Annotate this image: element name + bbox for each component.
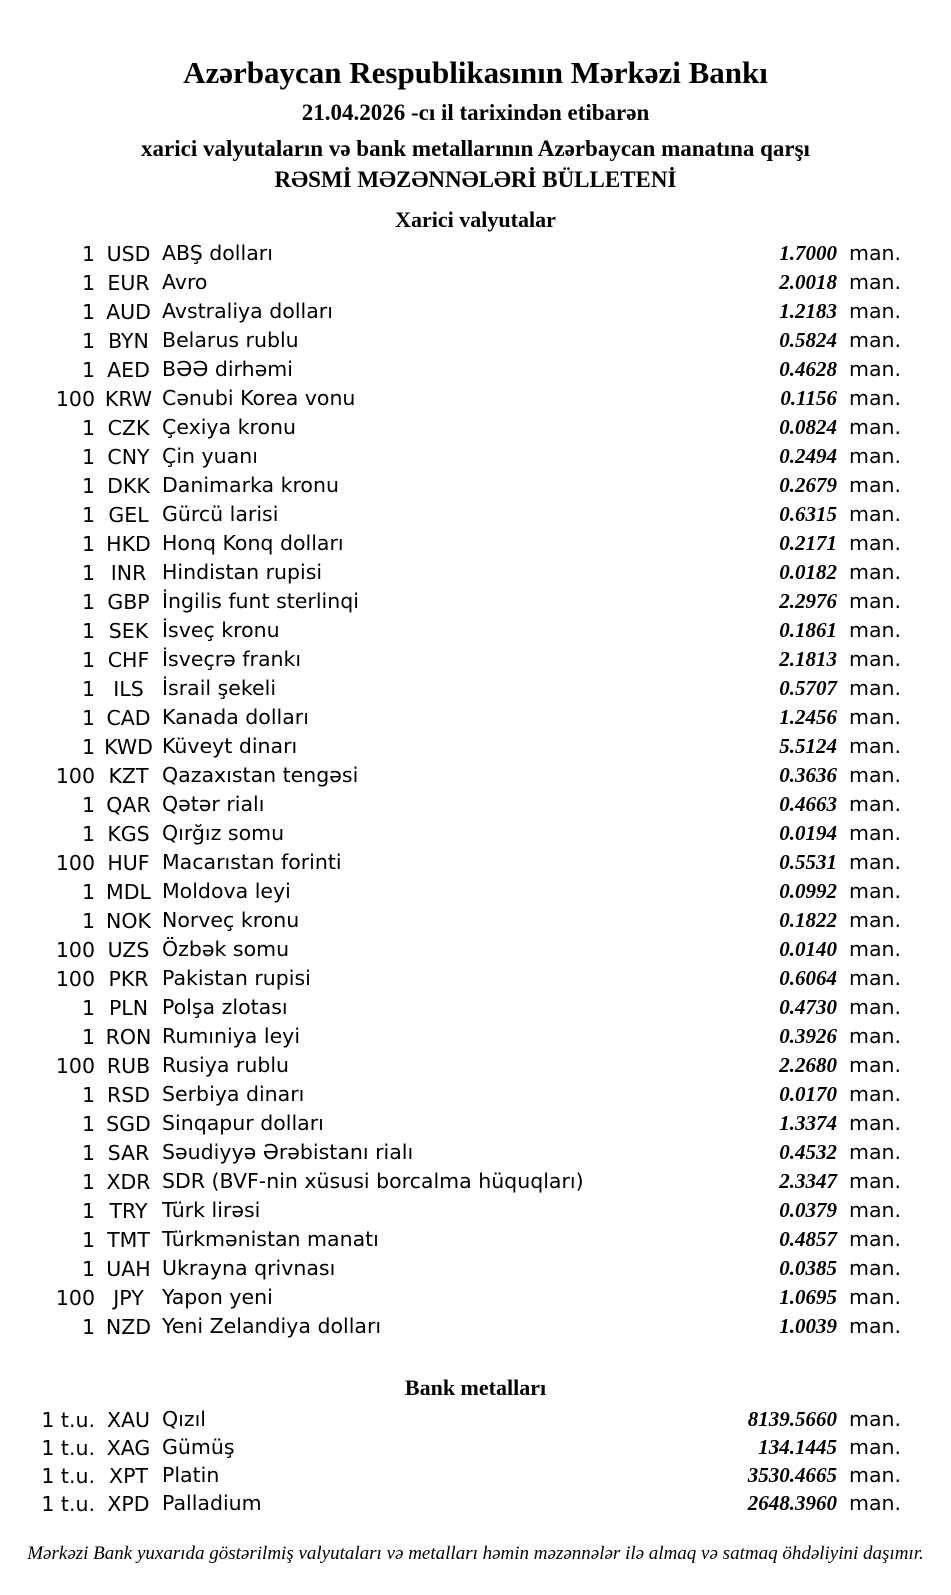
manat-unit-label: man.: [849, 1256, 902, 1280]
metal-code: XPD: [107, 1492, 150, 1516]
currency-code: DKK: [107, 474, 150, 498]
currency-rate: 0.2679: [779, 473, 837, 497]
manat-unit-label: man.: [849, 937, 902, 961]
currency-row: [0, 1022, 951, 1051]
currency-name: İsrail şekeli: [162, 676, 277, 700]
currency-rate: 0.1156: [780, 386, 837, 410]
currency-name: Yeni Zelandiya dolları: [162, 1314, 382, 1338]
currency-code: BYN: [108, 329, 149, 353]
manat-unit-label: man.: [849, 560, 902, 584]
currency-rate: 0.2494: [779, 444, 837, 468]
manat-unit-label: man.: [849, 792, 902, 816]
effective-date: 21.04.2026 -cı il tarixindən etibarən: [301, 100, 650, 125]
currency-name: İsveç kronu: [162, 618, 280, 642]
currency-name: Rumıniya leyi: [162, 1024, 301, 1048]
manat-unit-label: man.: [849, 1140, 902, 1164]
currency-code: CAD: [106, 706, 151, 730]
currency-name: ABŞ dolları: [162, 241, 273, 265]
currency-row: [0, 1283, 951, 1312]
manat-unit-label: man.: [849, 618, 902, 642]
manat-unit-label: man.: [849, 1227, 902, 1251]
currency-name: Honq Konq dolları: [162, 531, 344, 555]
manat-unit-label: man.: [849, 444, 902, 468]
currency-row: [0, 1138, 951, 1167]
currency-rate: 5.5124: [779, 734, 837, 758]
manat-unit-label: man.: [849, 1285, 902, 1309]
currency-code: CHF: [107, 648, 150, 672]
currency-row: [0, 1051, 951, 1080]
currency-quantity: 1: [81, 242, 95, 266]
currency-quantity: 1: [81, 996, 95, 1020]
currency-code: KZT: [108, 764, 149, 788]
currency-code: PLN: [108, 996, 149, 1020]
currency-name: Cənubi Korea vonu: [162, 386, 356, 410]
currency-rate: 2.2680: [779, 1053, 837, 1077]
currency-name: Polşa zlotası: [162, 995, 288, 1019]
currency-row: [0, 413, 951, 442]
currency-quantity: 1: [81, 329, 95, 353]
currency-rate: 1.0695: [779, 1285, 837, 1309]
currency-name: Gürcü larisi: [162, 502, 279, 526]
currency-code: QAR: [106, 793, 151, 817]
currency-rate: 0.5707: [779, 676, 837, 700]
currency-name: Sinqapur dolları: [162, 1111, 324, 1135]
currency-rate: 1.7000: [779, 241, 837, 265]
currency-quantity: 1: [81, 590, 95, 614]
currency-name: Rusiya rublu: [162, 1053, 290, 1077]
currency-quantity: 100: [55, 851, 95, 875]
metal-name: Qızıl: [162, 1407, 206, 1431]
currency-name: Serbiya dinarı: [162, 1082, 305, 1106]
currency-quantity: 1: [81, 677, 95, 701]
manat-unit-label: man.: [849, 473, 902, 497]
currency-quantity: 1: [81, 793, 95, 817]
currency-name: Çin yuanı: [162, 444, 258, 468]
currency-code: USD: [106, 242, 151, 266]
metal-name: Gümüş: [162, 1435, 235, 1459]
currency-quantity: 1: [81, 1170, 95, 1194]
currency-row: [0, 326, 951, 355]
currency-rate: 0.4663: [779, 792, 837, 816]
metals-section-title: Bank metalları: [404, 1375, 547, 1400]
currency-row: [0, 297, 951, 326]
currency-code: UAH: [106, 1257, 151, 1281]
currency-rate: 0.6064: [779, 966, 837, 990]
metal-row: [0, 1489, 951, 1517]
currency-name: Hindistan rupisi: [162, 560, 323, 584]
currency-quantity: 1: [81, 1257, 95, 1281]
currency-quantity: 1: [81, 532, 95, 556]
currency-code: TMT: [107, 1228, 150, 1252]
currency-row: [0, 761, 951, 790]
manat-unit-label: man.: [849, 270, 902, 294]
currency-quantity: 1: [81, 300, 95, 324]
currency-code: MDL: [106, 880, 151, 904]
manat-unit-label: man.: [849, 966, 902, 990]
currency-code: INR: [110, 561, 147, 585]
currency-name: Danimarka kronu: [162, 473, 339, 497]
currency-row: [0, 442, 951, 471]
currency-code: GBP: [107, 590, 150, 614]
currency-code: EUR: [107, 271, 150, 295]
currency-quantity: 1: [81, 503, 95, 527]
currency-code: SEK: [108, 619, 149, 643]
currency-name: Çexiya kronu: [162, 415, 296, 439]
currency-row: [0, 848, 951, 877]
currency-rate: 0.0385: [779, 1256, 837, 1280]
manat-unit-label: man.: [849, 647, 902, 671]
currency-quantity: 1: [81, 822, 95, 846]
currency-rate: 2.2976: [779, 589, 837, 613]
metal-code: XPT: [109, 1464, 148, 1488]
currency-code: CZK: [107, 416, 150, 440]
metal-code: XAG: [106, 1436, 151, 1460]
currency-name: Türk lirəsi: [162, 1198, 261, 1222]
currency-quantity: 1: [81, 271, 95, 295]
currency-quantity: 1: [81, 1315, 95, 1339]
currency-code: CNY: [107, 445, 150, 469]
metal-name: Palladium: [162, 1491, 262, 1515]
currency-code: HKD: [106, 532, 151, 556]
currency-name: Qazaxıstan tengəsi: [162, 763, 359, 787]
currency-code: XDR: [106, 1170, 151, 1194]
currency-row: [0, 558, 951, 587]
currency-rate: 0.3636: [779, 763, 837, 787]
metal-quantity: 1 t.u.: [41, 1492, 95, 1516]
manat-unit-label: man.: [849, 1169, 902, 1193]
currency-row: [0, 935, 951, 964]
currency-name: Qətər rialı: [162, 792, 265, 816]
metal-quantity: 1 t.u.: [41, 1408, 95, 1432]
manat-unit-label: man.: [849, 299, 902, 323]
currency-row: [0, 587, 951, 616]
currency-quantity: 1: [81, 358, 95, 382]
currency-rate: 0.0992: [779, 879, 837, 903]
currency-row: [0, 790, 951, 819]
currency-rate: 0.6315: [779, 502, 837, 526]
currency-row: [0, 964, 951, 993]
manat-unit-label: man.: [849, 676, 902, 700]
currency-quantity: 1: [81, 445, 95, 469]
manat-unit-label: man.: [849, 531, 902, 555]
currency-rate: 0.4532: [779, 1140, 837, 1164]
currency-quantity: 1: [81, 1025, 95, 1049]
currency-name: Qırğız somu: [162, 821, 285, 845]
currency-row: [0, 674, 951, 703]
currency-code: HUF: [107, 851, 150, 875]
currency-name: Özbək somu: [162, 937, 290, 961]
currency-quantity: 100: [55, 967, 95, 991]
currency-quantity: 1: [81, 648, 95, 672]
currency-code: UZS: [107, 938, 150, 962]
currency-quantity: 1: [81, 619, 95, 643]
currency-code: SGD: [106, 1112, 151, 1136]
currency-quantity: 1: [81, 1228, 95, 1252]
currency-quantity: 1: [81, 735, 95, 759]
metals-table: [0, 1405, 951, 1517]
manat-unit-label: man.: [849, 1314, 902, 1338]
currency-name: Avstraliya dolları: [162, 299, 333, 323]
currency-rate: 0.3926: [779, 1024, 837, 1048]
metal-name: Platin: [162, 1463, 220, 1487]
metal-quantity: 1 t.u.: [41, 1464, 95, 1488]
currency-row: [0, 500, 951, 529]
currency-row: [0, 1254, 951, 1283]
manat-unit-label: man.: [849, 589, 902, 613]
metal-row: [0, 1405, 951, 1433]
currency-quantity: 1: [81, 474, 95, 498]
currency-code: RUB: [106, 1054, 151, 1078]
currency-quantity: 1: [81, 1199, 95, 1223]
manat-unit-label: man.: [849, 705, 902, 729]
currency-name: Avro: [162, 270, 208, 294]
currency-rate: 0.1822: [779, 908, 837, 932]
currency-code: AED: [107, 358, 150, 382]
manat-unit-label: man.: [849, 850, 902, 874]
currency-row: [0, 645, 951, 674]
manat-unit-label: man.: [849, 386, 902, 410]
currency-code: PKR: [108, 967, 149, 991]
currency-row: [0, 1312, 951, 1341]
manat-unit-label: man.: [849, 241, 902, 265]
manat-unit-label: man.: [849, 1111, 902, 1135]
currency-name: Ukrayna qrivnası: [162, 1256, 336, 1280]
currency-code: KGS: [107, 822, 150, 846]
currency-rate: 0.0140: [779, 937, 837, 961]
currency-rate: 2.1813: [779, 647, 837, 671]
currency-rate: 0.0170: [779, 1082, 837, 1106]
currency-quantity: 1: [81, 1083, 95, 1107]
currency-name: İsveçrə frankı: [162, 647, 302, 671]
currency-name: Səudiyyə Ərəbistanı rialı: [162, 1140, 414, 1164]
currency-row: [0, 384, 951, 413]
currency-code: TRY: [109, 1199, 148, 1223]
currency-rate: 2.0018: [779, 270, 837, 294]
currency-code: NZD: [105, 1315, 152, 1339]
metal-code: XAU: [106, 1408, 151, 1432]
currency-quantity: 100: [55, 1054, 95, 1078]
metal-rate: 8139.5660: [747, 1407, 837, 1431]
currency-row: [0, 1225, 951, 1254]
currency-name: Küveyt dinarı: [162, 734, 298, 758]
metal-rate: 134.1445: [758, 1435, 837, 1459]
page-title: Azərbaycan Respublikasının Mərkəzi Bankı: [183, 55, 768, 90]
currency-row: [0, 1167, 951, 1196]
currency-quantity: 100: [55, 387, 95, 411]
bulletin-title: RƏSMİ MƏZƏNNƏLƏRİ BÜLLETENİ: [274, 167, 677, 192]
currency-name: Yapon yeni: [162, 1285, 273, 1309]
currency-code: AUD: [106, 300, 151, 324]
currency-quantity: 1: [81, 1141, 95, 1165]
currency-quantity: 100: [55, 764, 95, 788]
currency-row: [0, 1109, 951, 1138]
currency-rate: 1.2456: [779, 705, 837, 729]
currency-row: [0, 877, 951, 906]
currency-rate: 0.4857: [779, 1227, 837, 1251]
currency-row: [0, 268, 951, 297]
currency-code: KRW: [104, 387, 153, 411]
manat-unit-label: man.: [849, 415, 902, 439]
currency-row: [0, 471, 951, 500]
manat-unit-label: man.: [849, 328, 902, 352]
currencies-table: [0, 239, 951, 1341]
currency-name: Moldova leyi: [162, 879, 291, 903]
metal-rate: 3530.4665: [747, 1463, 837, 1487]
currency-rate: 1.2183: [779, 299, 837, 323]
currency-rate: 1.3374: [779, 1111, 837, 1135]
currency-code: GEL: [108, 503, 149, 527]
currency-quantity: 1: [81, 416, 95, 440]
currency-rate: 0.0824: [779, 415, 837, 439]
manat-unit-label: man.: [849, 908, 902, 932]
manat-unit-label: man.: [849, 1435, 902, 1459]
currency-quantity: 100: [55, 1286, 95, 1310]
manat-unit-label: man.: [849, 1463, 902, 1487]
currency-name: Norveç kronu: [162, 908, 300, 932]
manat-unit-label: man.: [849, 821, 902, 845]
currency-name: İngilis funt sterlinqi: [162, 589, 359, 613]
manat-unit-label: man.: [849, 1053, 902, 1077]
disclaimer-text: Mərkəzi Bank yuxarıda göstərilmiş valyutaları və metalları həmin məzənnələr ilə almaq və satmaq öhdəliyini daşımır.: [27, 1543, 924, 1564]
currency-rate: 0.4730: [779, 995, 837, 1019]
manat-unit-label: man.: [849, 502, 902, 526]
currency-rate: 0.0379: [779, 1198, 837, 1222]
currency-rate: 0.5824: [779, 328, 837, 352]
currency-row: [0, 1080, 951, 1109]
currency-code: SAR: [107, 1141, 150, 1165]
currency-rate: 0.0182: [779, 560, 837, 584]
manat-unit-label: man.: [849, 734, 902, 758]
metal-row: [0, 1433, 951, 1461]
currency-row: [0, 1196, 951, 1225]
currency-rate: 1.0039: [779, 1314, 837, 1338]
currency-name: Kanada dolları: [162, 705, 309, 729]
currency-quantity: 1: [81, 1112, 95, 1136]
currency-rate: 0.1861: [779, 618, 837, 642]
currency-code: RSD: [106, 1083, 151, 1107]
currency-code: ILS: [113, 677, 144, 701]
currency-name: BƏƏ dirhəmi: [162, 357, 293, 381]
manat-unit-label: man.: [849, 357, 902, 381]
currency-name: Belarus rublu: [162, 328, 299, 352]
currency-name: Pakistan rupisi: [162, 966, 311, 990]
currency-row: [0, 239, 951, 268]
currency-code: KWD: [104, 735, 153, 759]
currency-row: [0, 732, 951, 761]
currency-code: NOK: [106, 909, 151, 933]
currency-name: Türkmənistan manatı: [162, 1227, 379, 1251]
currency-quantity: 1: [81, 561, 95, 585]
currency-rate: 2.3347: [779, 1169, 837, 1193]
manat-unit-label: man.: [849, 1198, 902, 1222]
currency-quantity: 1: [81, 909, 95, 933]
currency-code: JPY: [113, 1286, 144, 1310]
metal-rate: 2648.3960: [747, 1491, 837, 1515]
currency-rate: 0.4628: [779, 357, 837, 381]
currency-name: SDR (BVF-nin xüsusi borcalma hüquqları): [162, 1169, 584, 1193]
currency-row: [0, 993, 951, 1022]
currency-row: [0, 529, 951, 558]
currencies-section-title: Xarici valyutalar: [395, 207, 556, 232]
currency-row: [0, 906, 951, 935]
manat-unit-label: man.: [849, 1491, 902, 1515]
currency-row: [0, 819, 951, 848]
manat-unit-label: man.: [849, 763, 902, 787]
manat-unit-label: man.: [849, 879, 902, 903]
manat-unit-label: man.: [849, 1082, 902, 1106]
bulletin-subtitle: xarici valyutaların və bank metallarının Azərbaycan manatına qarşı: [141, 136, 810, 161]
currency-code: RON: [105, 1025, 152, 1049]
currency-rate: 0.0194: [779, 821, 837, 845]
metal-row: [0, 1461, 951, 1489]
currency-quantity: 100: [55, 938, 95, 962]
currency-row: [0, 355, 951, 384]
currency-rate: 0.2171: [779, 531, 837, 555]
metal-quantity: 1 t.u.: [41, 1436, 95, 1460]
currency-name: Macarıstan forinti: [162, 850, 342, 874]
currency-row: [0, 703, 951, 732]
currency-rate: 0.5531: [779, 850, 837, 874]
currency-quantity: 1: [81, 880, 95, 904]
currency-quantity: 1: [81, 706, 95, 730]
manat-unit-label: man.: [849, 995, 902, 1019]
manat-unit-label: man.: [849, 1024, 902, 1048]
manat-unit-label: man.: [849, 1407, 902, 1431]
currency-row: [0, 616, 951, 645]
